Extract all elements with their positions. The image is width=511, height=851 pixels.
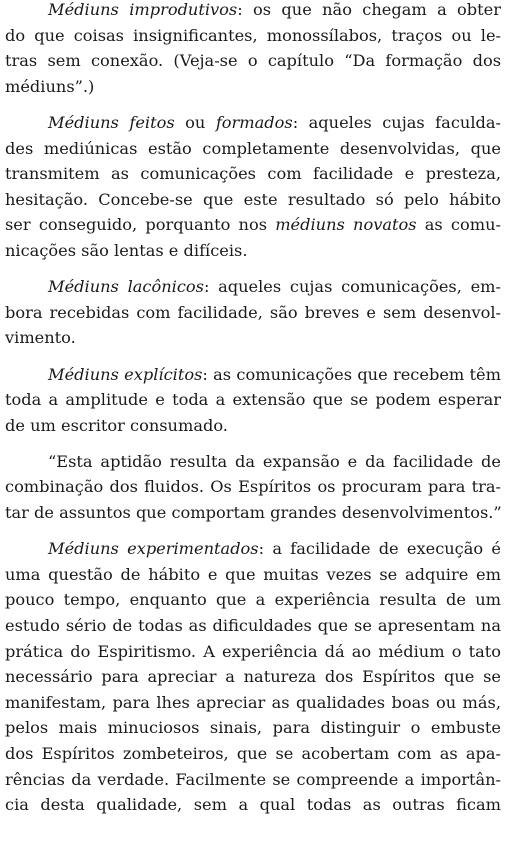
text-run: rências da verdade. Facilmente se compreende a importân-	[5, 769, 501, 789]
text-run: do que coisas insignificantes, monossílabos, traços ou le-	[5, 25, 501, 45]
text-run: : as comunicações que recebem têm	[202, 364, 501, 384]
text-run: de um escritor consumado.	[5, 415, 228, 435]
text-line	[0, 362, 501, 388]
text-line	[0, 613, 501, 639]
text-run: tar de assuntos que comportam grandes desenvolvimentos.”	[5, 503, 502, 523]
text-run: ou	[174, 112, 216, 132]
text-line	[0, 136, 501, 162]
italic-term: Médiuns improdutivos	[48, 0, 238, 19]
text-run: estudo sério de todas as dificuldades que se apresentam na	[5, 616, 501, 636]
text-line	[0, 715, 501, 741]
text-run: prática do Espiritismo. A experiência dá ao médium o tato	[5, 641, 501, 661]
text-run: : aqueles cujas faculda-	[292, 112, 501, 132]
text-run: médiuns”.)	[5, 76, 95, 96]
text-line	[0, 587, 501, 613]
italic-term: Médiuns experimentados	[48, 539, 259, 559]
text-line	[0, 536, 501, 562]
text-line	[0, 449, 501, 475]
text-line	[0, 387, 501, 413]
text-run: hesitação. Concebe-se que este resultado só pelo hábito	[5, 189, 501, 209]
text-line	[0, 562, 501, 588]
italic-term: Médiuns feitos	[48, 112, 175, 132]
text-line	[0, 74, 511, 100]
text-line	[0, 741, 501, 767]
text-line	[0, 0, 501, 23]
text-run: nicações são lentas e difíceis.	[5, 240, 248, 260]
text-line	[0, 23, 501, 49]
text-line	[0, 690, 501, 716]
text-line	[0, 474, 501, 500]
text-run: bora recebidas com facilidade, são breves e sem desenvol-	[5, 302, 501, 322]
italic-term: Médiuns lacônicos	[48, 277, 204, 297]
text-run: as comu-	[416, 215, 501, 235]
text-line	[0, 325, 511, 351]
text-run: des mediúnicas estão completamente desenvolvidas, que	[5, 138, 501, 158]
text-run: cia desta qualidade, sem a qual todas as outras ficam	[5, 795, 501, 815]
text-line	[0, 187, 501, 213]
text-line	[0, 110, 501, 136]
text-run: pouco tempo, enquanto que a experiência resulta de um	[5, 590, 501, 610]
text-run: combinação dos fluidos. Os Espíritos os procuram para tra-	[5, 477, 501, 497]
italic-term: médiuns novatos	[275, 215, 417, 235]
text-run: : os que não chegam a obter	[237, 0, 501, 19]
paragraph	[0, 0, 511, 99]
paragraph	[0, 274, 511, 351]
text-line	[0, 413, 511, 439]
text-line	[0, 274, 501, 300]
text-line	[0, 500, 511, 526]
text-run: ser conseguido, porquanto nos	[5, 215, 276, 235]
text-run: : aqueles cujas comunicações, em-	[203, 277, 501, 297]
text-line	[0, 300, 501, 326]
text-run: transmitem as comunicações com facilidade e presteza,	[5, 164, 501, 184]
italic-term: Médiuns explícitos	[48, 364, 203, 384]
text-run: vimento.	[5, 328, 76, 348]
paragraph	[0, 449, 511, 526]
paragraph	[0, 110, 511, 264]
italic-term: formados	[215, 112, 293, 132]
text-line	[0, 792, 501, 818]
text-run: toda a amplitude e toda a extensão que se podem esperar	[5, 390, 501, 410]
paragraph	[0, 536, 511, 818]
text-run: manifestam, para lhes apreciar as qualidades boas ou más,	[5, 692, 501, 712]
text-run: : a facilidade de execução é	[258, 539, 501, 559]
text-line	[0, 48, 501, 74]
text-line	[0, 639, 501, 665]
text-run: necessário para apreciar a natureza dos Espíritos que se	[5, 667, 501, 687]
text-run: uma questão de hábito e que muitas vezes se adquire em	[5, 564, 501, 584]
text-line	[0, 161, 501, 187]
text-run: dos Espíritos zombeteiros, que se acobertam com as apa-	[5, 744, 501, 763]
text-run: “Esta aptidão resulta da expansão e da facilidade de	[48, 451, 501, 471]
text-run: pelos mais minuciosos sinais, para distinguir o embuste	[5, 718, 501, 738]
paragraph	[0, 362, 511, 439]
text-line	[0, 664, 501, 690]
text-line	[0, 238, 511, 264]
text-run: tras sem conexão. (Veja-se o capítulo “Da formação dos	[5, 51, 501, 71]
text-line	[0, 212, 501, 238]
text-line	[0, 767, 501, 793]
